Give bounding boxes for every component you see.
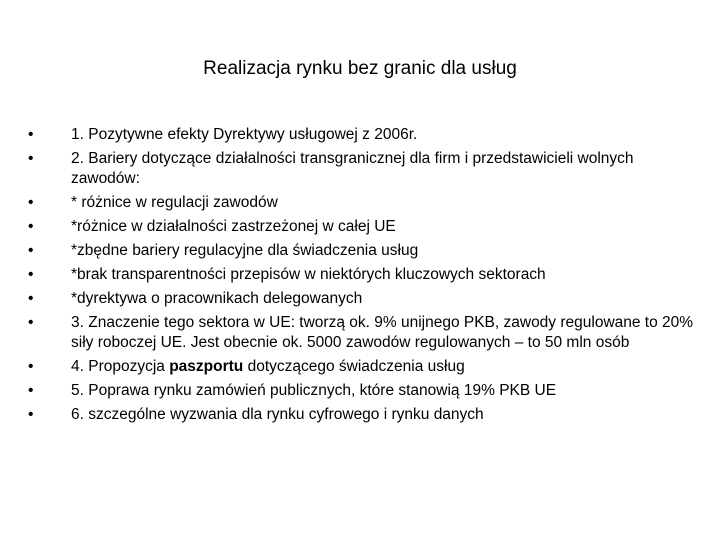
list-item-text-before: 4. Propozycja — [71, 358, 170, 375]
bullet-icon: • — [28, 242, 34, 259]
list-item-text: *brak transparentności przepisów w niektórych kluczowych sektorach — [71, 266, 546, 283]
bullet-icon: • — [28, 406, 34, 423]
list-item — [28, 217, 700, 237]
list-item-text: 1. Pozytywne efekty Dyrektywy usługowej z 2006r. — [71, 126, 418, 143]
list-item — [28, 357, 700, 377]
bullet-icon: • — [28, 358, 34, 375]
list-item-text: 5. Poprawa rynku zamówień publicznych, które stanowią 19% PKB UE — [71, 382, 557, 399]
list-item-text: *zbędne bariery regulacyjne dla świadczenia usług — [71, 242, 419, 259]
list-item — [28, 405, 700, 425]
list-item-text: 2. Bariery dotyczące działalności transgranicznej dla firm i przedstawicieli wolnych zawodów: — [71, 150, 634, 187]
list-item — [28, 125, 700, 145]
bullet-icon: • — [28, 126, 34, 143]
list-item — [28, 289, 700, 309]
list-item-bold-term: paszportu — [169, 358, 244, 375]
bullet-icon: • — [28, 218, 34, 235]
list-item — [28, 381, 700, 401]
bullet-icon: • — [28, 290, 34, 307]
list-item-text: * różnice w regulacji zawodów — [71, 194, 278, 211]
list-item-text-after: dotyczącego świadczenia usług — [243, 358, 465, 375]
list-item-text: *dyrektywa o pracownikach delegowanych — [71, 290, 363, 307]
slide-title: Realizacja rynku bez granic dla usług — [203, 58, 517, 79]
list-item — [28, 313, 700, 353]
list-item — [28, 193, 700, 213]
list-item-text: 3. Znaczenie tego sektora w UE: tworzą ok. 9% unijnego PKB, zawody regulowane to 20% siły roboczej UE. Jest obecnie ok. 5000 zawodów regulowanych – to 50 mln osób — [71, 314, 694, 351]
list-item — [28, 241, 700, 261]
list-item — [28, 265, 700, 285]
list-item-text — [71, 358, 465, 375]
list-item — [28, 149, 700, 189]
bullet-icon: • — [28, 314, 34, 331]
bullet-list — [28, 125, 700, 429]
bullet-icon: • — [28, 266, 34, 283]
list-item-text: 6. szczególne wyzwania dla rynku cyfrowego i rynku danych — [71, 406, 484, 423]
bullet-icon: • — [28, 194, 34, 211]
bullet-icon: • — [28, 150, 34, 167]
bullet-icon: • — [28, 382, 34, 399]
list-item-text: *różnice w działalności zastrzeżonej w całej UE — [71, 218, 396, 235]
